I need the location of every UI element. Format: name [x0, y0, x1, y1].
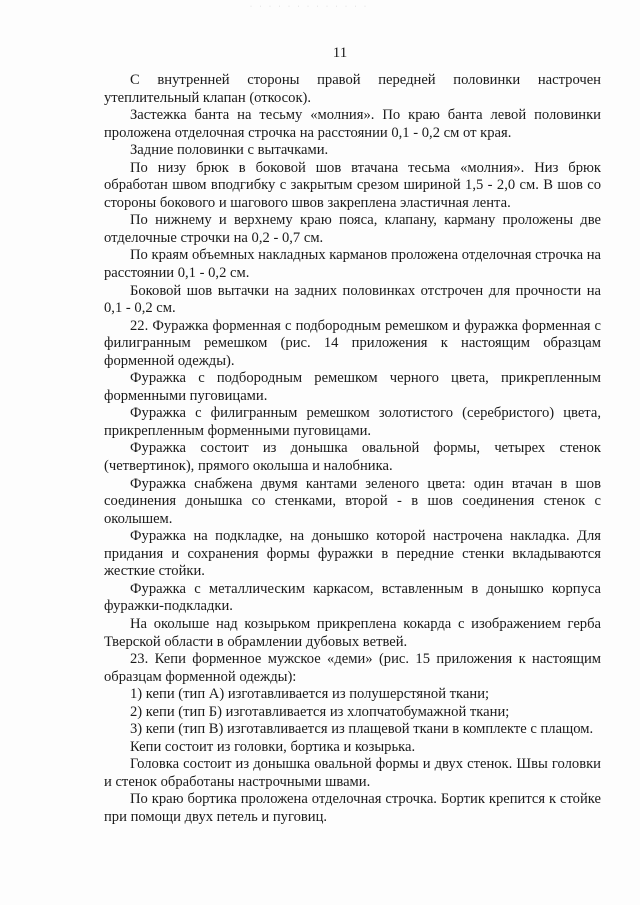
paragraph: По низу брюк в боковой шов втачана тесьма «молния». Низ брюк обработан швом вподгибку с закрытым срезом шириной 1,5 - 2,0 см. В шов со стороны бокового и шагового швов закреплена эластичная лента.	[104, 159, 601, 211]
paragraph: Фуражка снабжена двумя кантами зеленого цвета: один втачан в шов соединения донышка со стенками, второй - в шов соединения стенок с околышем.	[104, 475, 601, 527]
paragraph: По краю бортика проложена отделочная строчка. Бортик крепится к стойке при помощи двух петель и пуговиц.	[104, 791, 601, 825]
paragraph: По краям объемных накладных карманов проложена отделочная строчка на расстоянии 0,1 - 0,2 см.	[104, 247, 601, 282]
paragraph: Фуражка с подбородным ремешком черного цвета, прикрепленным форменными пуговицами.	[104, 370, 601, 404]
paragraph: По нижнему и верхнему краю пояса, клапану, карману проложены две отделочные строчки на 0,2 - 0,7 см.	[104, 212, 601, 246]
paragraph: Задние половинки с вытачками.	[130, 142, 329, 159]
scan-artifact: · · · · · · · · · · · · ·	[250, 4, 369, 10]
paragraph: Застежка банта на тесьму «молния». По краю банта левой половинки проложена отделочная строчка на расстоянии 0,1 - 0,2 см от края.	[104, 107, 601, 141]
section-heading-22: 22. Фуражка форменная с подбородным ремешком и фуражка форменная с филигранным ремешком (рис. 14 приложения к настоящим образцам форменной одежды).	[104, 317, 601, 369]
section-heading-23: 23. Кепи форменное мужское «деми» (рис. 15 приложения к настоящим образцам форменной одежды):	[104, 651, 601, 685]
paragraph: Кепи состоит из головки, бортика и козырька.	[130, 738, 416, 755]
list-item: 3) кепи (тип В) изготавливается из плащевой ткани в комплекте с плащом.	[130, 721, 594, 738]
paragraph: Головка состоит из донышка овальной формы и двух стенок. Швы головки и стенок обработаны настрочными швами.	[104, 756, 601, 790]
body-text	[104, 72, 601, 827]
list-item: 2) кепи (тип Б) изготавливается из хлопчатобумажной ткани;	[130, 703, 510, 720]
paragraph: Боковой шов вытачки на задних половинках отстрочен для прочности на 0,1 - 0,2 см.	[104, 282, 601, 317]
paragraph: Фуражка состоит из донышка овальной формы, четырех стенок (четвертинок), прямого околыша и налобника.	[104, 440, 601, 475]
paragraph: С внутренней стороны правой передней половинки настрочен утеплительный клапан (откосок).	[104, 72, 601, 106]
paragraph: На околыше над козырьком прикреплена кокарда с изображением герба Тверской области в обрамлении дубовых ветвей.	[104, 615, 601, 650]
page-number: 11	[332, 45, 348, 61]
paragraph: Фуражка с металлическим каркасом, вставленным в донышко корпуса фуражки-подкладки.	[104, 580, 601, 615]
list-item: 1) кепи (тип А) изготавливается из полушерстяной ткани;	[130, 686, 490, 703]
paragraph: Фуражка с филигранным ремешком золотистого (серебристого) цвета, прикрепленным форменными пуговицами.	[104, 405, 601, 439]
paragraph: Фуражка на подкладке, на донышко которой настрочена накладка. Для придания и сохранения формы фуражки в передние стенки вкладываются жесткие стойки.	[104, 528, 601, 580]
